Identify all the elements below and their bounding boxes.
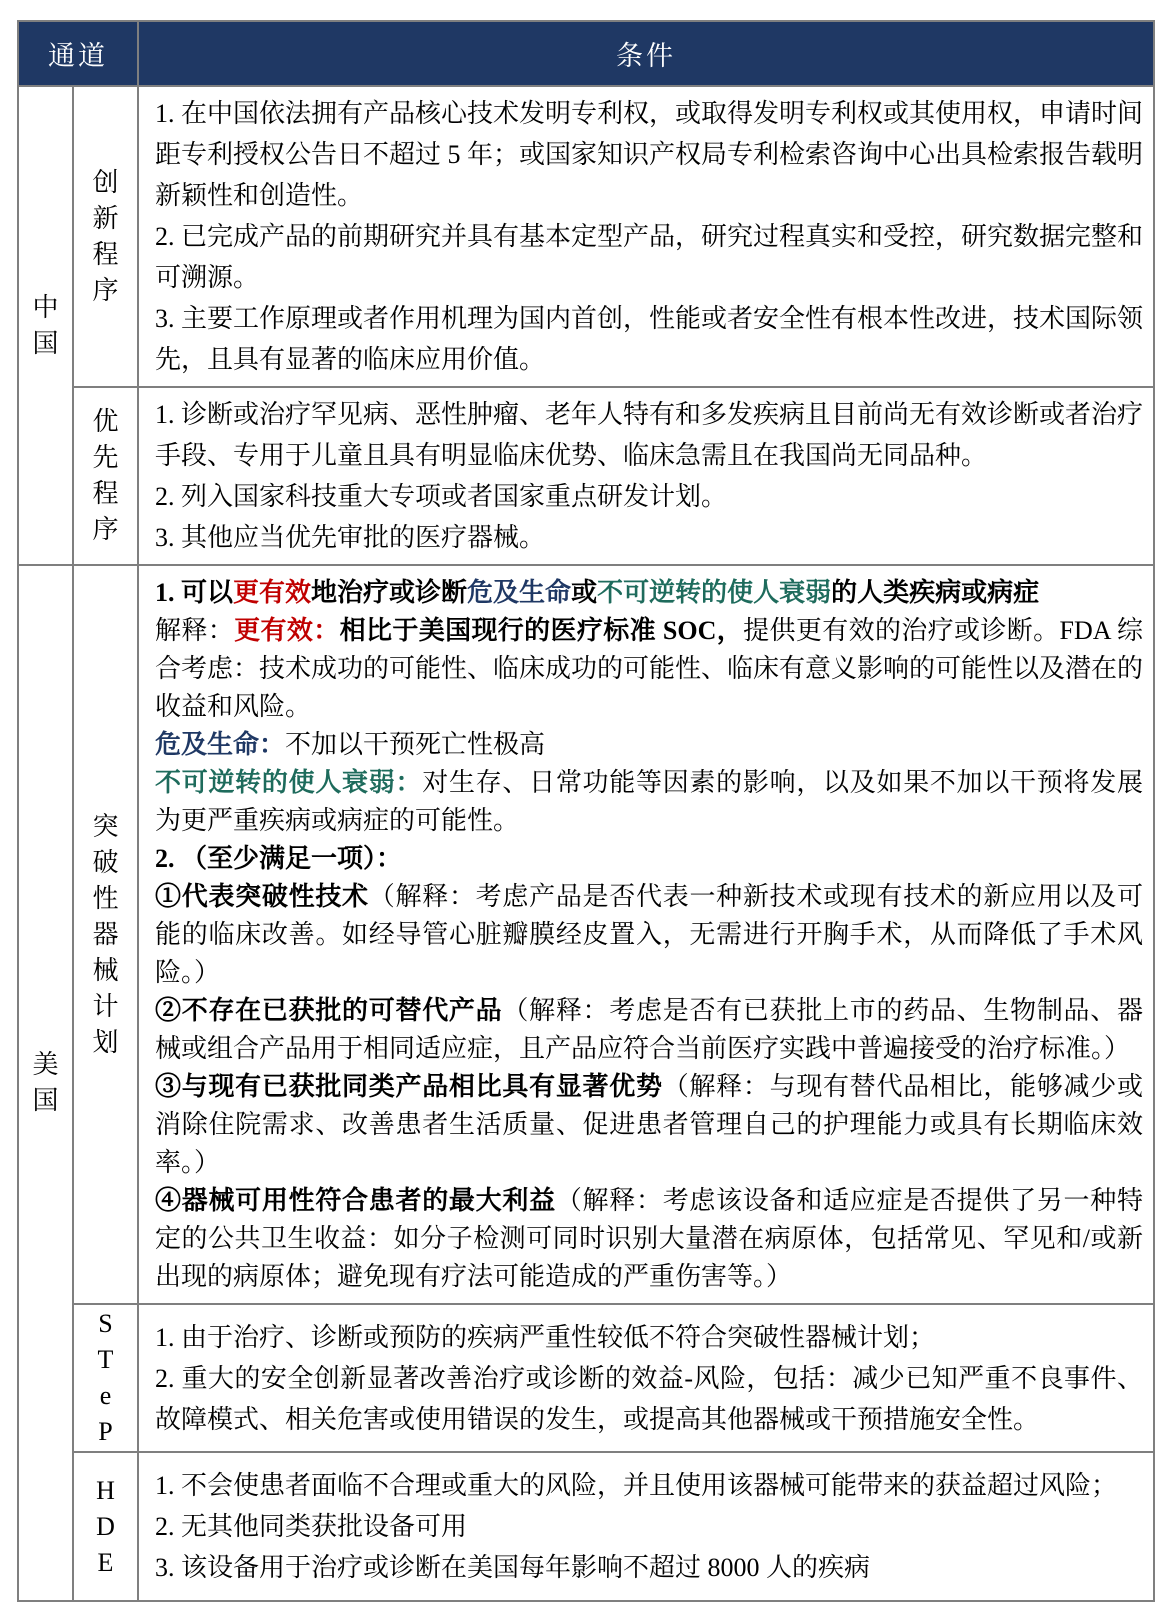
regulatory-pathways-table [17,20,1155,1602]
table-body [18,86,1154,1601]
condition-paragraph: 1. 不会使患者面临不合理或重大的风险，并且使用该器械可能带来的获益超过风险； [155,1471,1118,1500]
row-hde [18,1452,1154,1601]
program-label-breakthrough: 突 破 性 器 械 计 划 [73,565,138,1304]
condition-paragraph: 1. 可以更有效地治疗或诊断危及生命或不可逆转的使人衰弱的人类疾病或病症 [155,577,1040,607]
conditions-step [138,1304,1154,1452]
condition-paragraph: 危及生命：不加以干预死亡性极高 [155,729,546,759]
conditions-priority [138,387,1154,565]
condition-paragraph: 2. 重大的安全创新显著改善治疗或诊断的效益-风险，包括：减少已知严重不良事件、故障模式、相关危害或使用错误的发生，或提高其他器械或干预措施安全性。 [155,1363,1143,1434]
condition-paragraph: 3. 其他应当优先审批的医疗器械。 [155,523,546,552]
program-label-priority: 优 先 程 序 [73,387,138,565]
row-priority [18,387,1154,565]
header-cell-channel [18,21,138,86]
row-breakthrough [18,565,1154,1304]
condition-paragraph: ①代表突破性技术（解释：考虑产品是否代表一种新技术或现有技术的新应用以及可能的临床改善。如经导管心脏瓣膜经皮置入，无需进行开胸手术，从而降低了手术风险。） [155,881,1143,987]
row-step [18,1304,1154,1452]
program-label-step: S T e P [73,1304,138,1452]
header-row [18,21,1154,86]
condition-paragraph: ②不存在已获批的可替代产品（解释：考虑是否有已获批上市的药品、生物制品、器械或组合产品用于相同适应症，且产品应符合当前医疗实践中普遍接受的治疗标准。） [155,995,1143,1063]
conditions-breakthrough [138,565,1154,1304]
program-label-innovation: 创 新 程 序 [73,86,138,387]
condition-paragraph: 1. 由于治疗、诊断或预防的疾病严重性较低不符合突破性器械计划； [155,1322,936,1352]
country-label-usa: 美 国 [18,565,73,1601]
table-header [18,21,1154,86]
header-cell-condition [138,21,1154,86]
condition-paragraph: 不可逆转的使人衰弱：对生存、日常功能等因素的影响，以及如果不加以干预将发展为更严重疾病或病症的可能性。 [155,767,1143,835]
condition-paragraph: 解释：更有效：相比于美国现行的医疗标准 SOC，提供更有效的治疗或诊断。FDA 综合考虑：技术成功的可能性、临床成功的可能性、临床有意义影响的可能性以及潜在的收益和风险。 [155,615,1144,721]
condition-paragraph: 2. （至少满足一项）： [155,843,403,873]
header-channel-label: 通道 [48,41,108,71]
country-label-china: 中 国 [18,86,73,565]
condition-paragraph: 1. 在中国依法拥有产品核心技术发明专利权，或取得发明专利权或其使用权，申请时间距专利授权公告日不超过 5 年；或国家知识产权局专利检索咨询中心出具检索报告载明新颖性和创造性。 [155,99,1144,210]
conditions-hde [138,1452,1154,1601]
header-condition-label: 条件 [616,41,676,71]
condition-paragraph: ④器械可用性符合患者的最大利益（解释：考虑该设备和适应症是否提供了另一种特定的公共卫生收益：如分子检测可同时识别大量潜在病原体，包括常见、罕见和/或新出现的病原体；避免现有疗法可能造成的严重伤害等。） [155,1185,1143,1291]
condition-paragraph: 2. 无其他同类获批设备可用 [155,1512,468,1541]
conditions-innovation [138,86,1154,387]
row-innovation [18,86,1154,387]
condition-paragraph: 1. 诊断或治疗罕见病、恶性肿瘤、老年人特有和多发疾病且目前尚无有效诊断或者治疗手段、专用于儿童且具有明显临床优势、临床急需且在我国尚无同品种。 [155,400,1144,470]
condition-paragraph: 2. 列入国家科技重大专项或者国家重点研发计划。 [155,482,728,511]
condition-paragraph: 3. 主要工作原理或者作用机理为国内首创，性能或者安全性有根本性改进，技术国际领先，且具有显著的临床应用价值。 [155,304,1144,374]
condition-paragraph: 2. 已完成产品的前期研究并具有基本定型产品，研究过程真实和受控，研究数据完整和可溯源。 [155,222,1144,292]
regulatory-pathways-table-wrap [17,20,1155,1602]
program-label-hde: H D E [73,1452,138,1601]
condition-paragraph: ③与现有已获批同类产品相比具有显著优势（解释：与现有替代品相比，能够减少或消除住院需求、改善患者生活质量、促进患者管理自己的护理能力或具有长期临床效率。） [155,1071,1143,1177]
condition-paragraph: 3. 该设备用于治疗或诊断在美国每年影响不超过 8000 人的疾病 [155,1553,871,1582]
